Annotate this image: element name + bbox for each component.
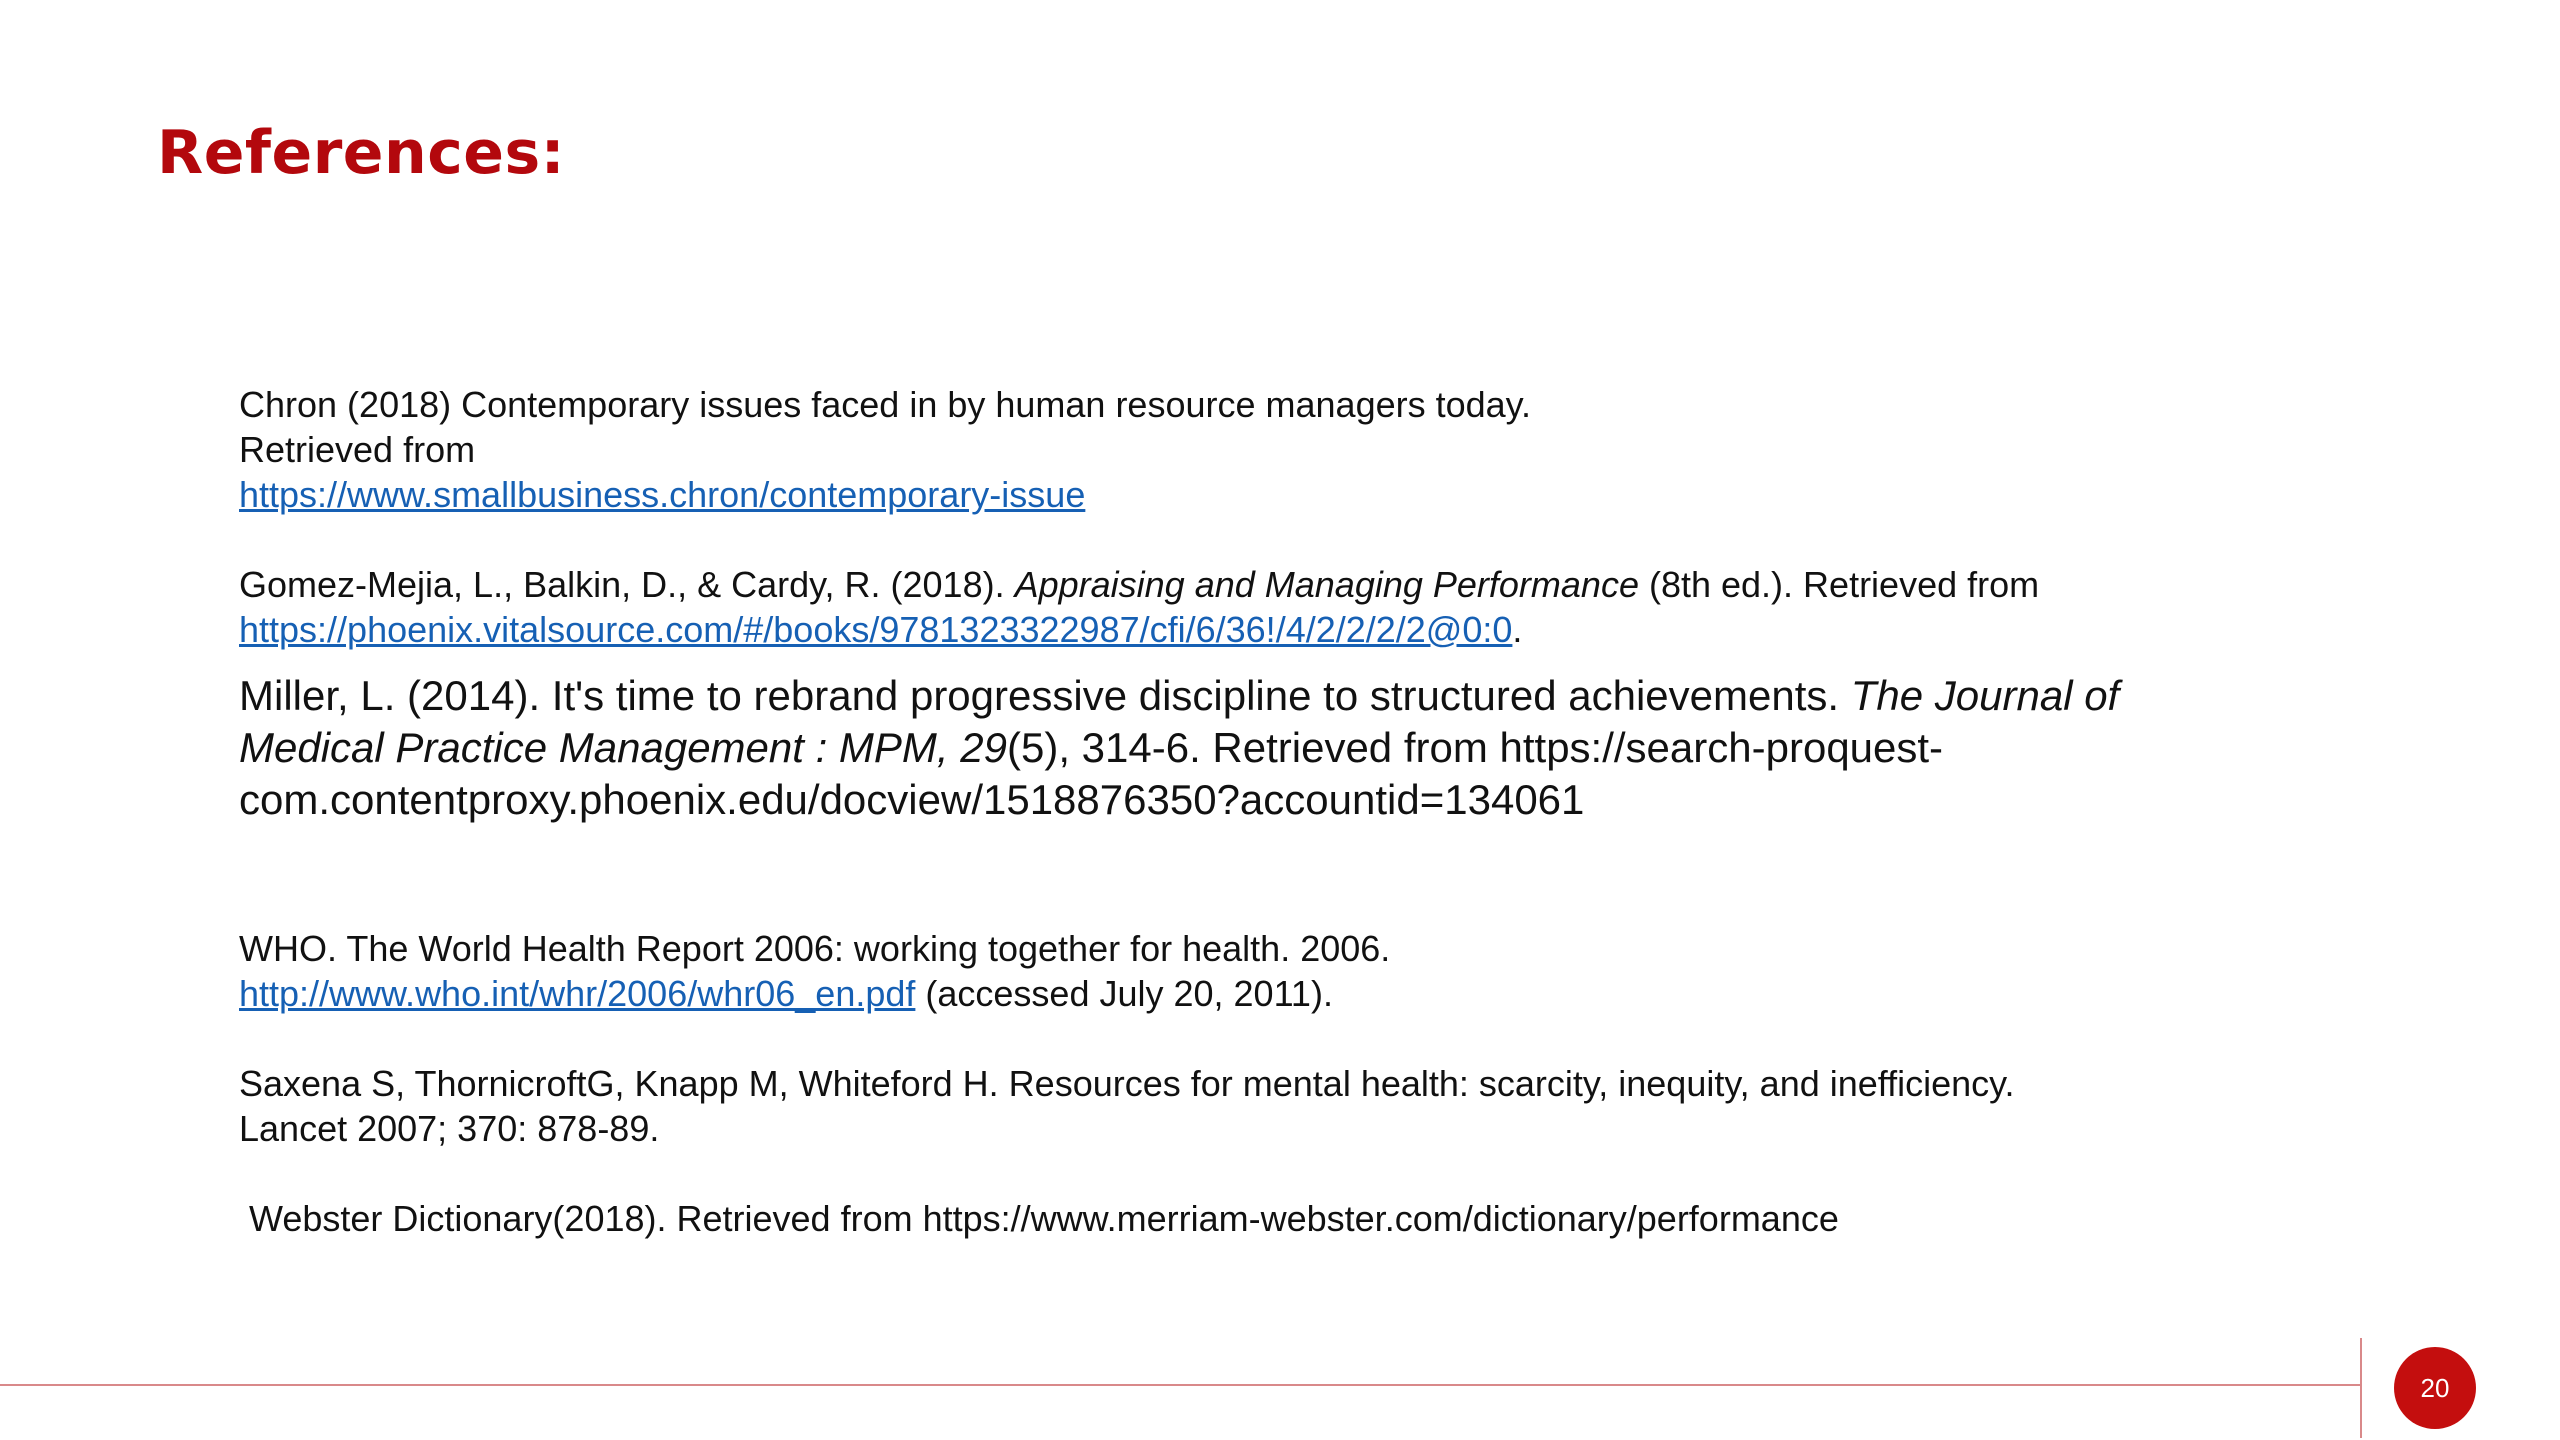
reference-saxena [239, 1061, 2169, 1151]
reference-gomez-edition: (8th ed.). Retrieved from [1638, 564, 2040, 605]
slide-title: References: [157, 118, 566, 188]
reference-who-text: WHO. The World Health Report 2006: working together for health. 2006. [239, 928, 1391, 969]
reference-gomez-period: . [1512, 609, 1523, 650]
reference-list [239, 382, 2169, 1241]
reference-chron-text: Chron (2018) Contemporary issues faced in by human resource managers today. [239, 384, 1531, 425]
reference-saxena-journal: Lancet 2007; 370: 878-89. [239, 1108, 660, 1149]
reference-chron-link[interactable]: https://www.smallbusiness.chron/contemporary-issue [239, 474, 1086, 515]
reference-miller-authors: Miller, L. (2014). It's time to rebrand progressive discipline to structured achievements. [239, 672, 1851, 719]
reference-who-accessed: (accessed July 20, 2011). [915, 973, 1333, 1014]
reference-miller-details: (5), 314-6. Retrieved from https://search-proquest-com.contentproxy.phoenix.edu/docview/1518876350?accountid=134061 [239, 724, 1944, 823]
page-number-badge: 20 [2394, 1347, 2476, 1429]
reference-miller-journal: The Journal of Medical Practice Management : MPM, 29 [239, 672, 2120, 771]
reference-miller [239, 670, 2169, 826]
reference-who-link[interactable]: http://www.who.int/whr/2006/whr06_en.pdf [239, 973, 916, 1014]
footer-tick [2360, 1338, 2362, 1438]
reference-gomez-authors: Gomez-Mejia, L., Balkin, D., & Cardy, R. (2018). [239, 564, 1015, 605]
reference-who [239, 926, 2169, 1016]
footer-divider [0, 1384, 2362, 1386]
reference-chron [239, 382, 2169, 517]
reference-gomez-link[interactable]: https://phoenix.vitalsource.com/#/books/9781323322987/cfi/6/36!/4/2/2/2/2@0:0 [239, 609, 1513, 650]
reference-gomez-book-title: Appraising and Managing Performance [1014, 564, 1639, 605]
reference-chron-retrieved: Retrieved from [239, 429, 476, 470]
reference-gomez [239, 562, 2169, 652]
reference-saxena-text: Saxena S, ThornicroftG, Knapp M, Whiteford H. Resources for mental health: scarcity, inequity, and inefficiency. [239, 1063, 2015, 1104]
reference-webster: Webster Dictionary(2018). Retrieved from https://www.merriam-webster.com/dictionary/performance [249, 1198, 1839, 1239]
